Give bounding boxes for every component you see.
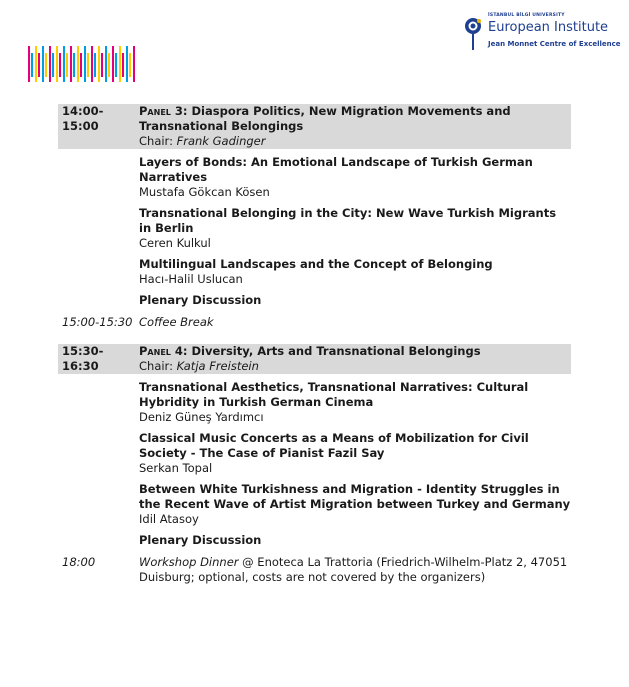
dinner-row (58, 555, 571, 585)
coffee-label: Coffee Break (139, 315, 214, 329)
talk-speaker: Serkan Topal (139, 461, 213, 475)
logo-institute-name: European Institute (488, 20, 609, 35)
panel-3-title: Diaspora Politics, New Migration Movements and Transnational Belongings (139, 104, 511, 133)
barcode-stripe (112, 46, 114, 82)
barcode-stripe (105, 46, 107, 82)
dinner-details: @ Enoteca La Trattoria (Friedrich-Wilhelm-Platz 2, 47051 Duisburg; optional, costs are not covered by the organizers) (139, 555, 568, 584)
talk-title: Transnational Aesthetics, Transnational Narratives: Cultural Hybridity in Turkish German Cinema (139, 380, 529, 409)
barcode-stripe (63, 46, 65, 82)
panel-4-title: Diversity, Arts and Transnational Belongings (191, 344, 481, 358)
logo-university-text: İSTANBUL BİLGİ UNIVERSITY (488, 13, 565, 18)
barcode-stripe (101, 53, 103, 77)
talk-item (139, 257, 571, 287)
barcode-stripe (80, 53, 82, 77)
panel-3-chair: Chair: Frank Gadinger (139, 134, 266, 148)
barcode-stripe (42, 46, 44, 82)
talk-title: Transnational Belonging in the City: New Wave Turkish Migrants in Berlin (139, 206, 557, 235)
conference-logo-barcode (28, 46, 140, 82)
logo-subtitle: Jean Monnet Centre of Excellence (488, 40, 621, 48)
barcode-stripe (84, 46, 86, 82)
pin-icon (463, 17, 485, 53)
talk-speaker: Ceren Kulkul (139, 236, 211, 250)
talk-title: Layers of Bonds: An Emotional Landscape of Turkish German Narratives (139, 155, 533, 184)
panel-4-talks (58, 374, 571, 548)
talk-speaker: Hacı-Halil Uslucan (139, 272, 243, 286)
talk-title: Between White Turkishness and Migration - Identity Struggles in the Recent Wave of Artist Migration between Turkey and Germany (139, 482, 571, 511)
european-institute-logo (463, 13, 621, 53)
barcode-stripe (129, 53, 131, 77)
program-schedule (58, 104, 571, 585)
barcode-stripe (87, 53, 89, 77)
talk-title: Classical Music Concerts as a Means of Mobilization for Civil Society - The Case of Pianist Fazil Say (139, 431, 529, 460)
plenary-discussion: Plenary Discussion (139, 533, 262, 547)
barcode-stripe (38, 53, 40, 77)
talk-item (139, 431, 571, 476)
talk-speaker: Mustafa Gökcan Kösen (139, 185, 270, 199)
talk-item (139, 482, 571, 527)
talk-title: Multilingual Landscapes and the Concept of Belonging (139, 257, 493, 271)
panel-4-chair-name: Katja Freistein (176, 359, 259, 373)
barcode-stripe (91, 46, 93, 82)
talk-item (139, 155, 571, 200)
barcode-stripe (52, 53, 54, 77)
talk-item (139, 206, 571, 251)
barcode-stripe (28, 46, 30, 82)
panel-3-chair-name: Frank Gadinger (176, 134, 266, 148)
panel-4-header (58, 344, 571, 374)
dinner-text (139, 555, 571, 585)
barcode-stripe (122, 53, 124, 77)
barcode-stripe (70, 46, 72, 82)
barcode-stripe (133, 46, 135, 82)
barcode-stripe (66, 53, 68, 77)
coffee-break-row (58, 315, 571, 330)
panel-4-chair: Chair: Katja Freistein (139, 359, 259, 373)
panel-3-label: Panel 3: (139, 104, 188, 118)
barcode-stripe (45, 53, 47, 77)
barcode-stripe (126, 46, 128, 82)
barcode-stripe (59, 53, 61, 77)
barcode-stripe (31, 53, 33, 77)
panel-3-talks (58, 149, 571, 308)
barcode-stripe (108, 53, 110, 77)
barcode-stripe (35, 46, 37, 82)
coffee-time: 15:00-15:30 (62, 315, 133, 329)
dinner-time: 18:00 (62, 555, 96, 569)
barcode-stripe (94, 53, 96, 77)
talk-item (139, 380, 571, 425)
panel-4-title-block (139, 344, 571, 359)
talk-speaker: Idil Atasoy (139, 512, 199, 526)
barcode-stripe (98, 46, 100, 82)
panel-4-time: 15:30-16:30 (62, 344, 104, 373)
panel-3-time: 14:00-15:00 (62, 104, 104, 133)
barcode-stripe (77, 46, 79, 82)
panel-4-label: Panel 4: (139, 344, 188, 358)
dinner-label: Workshop Dinner (139, 555, 239, 569)
barcode-stripe (115, 53, 117, 77)
panel-3-title-block (139, 104, 571, 134)
barcode-stripe (119, 46, 121, 82)
talk-speaker: Deniz Güneş Yardımcı (139, 410, 264, 424)
plenary-discussion: Plenary Discussion (139, 293, 262, 307)
barcode-stripe (49, 46, 51, 82)
barcode-stripe (56, 46, 58, 82)
barcode-stripe (73, 53, 75, 77)
panel-3-header (58, 104, 571, 149)
